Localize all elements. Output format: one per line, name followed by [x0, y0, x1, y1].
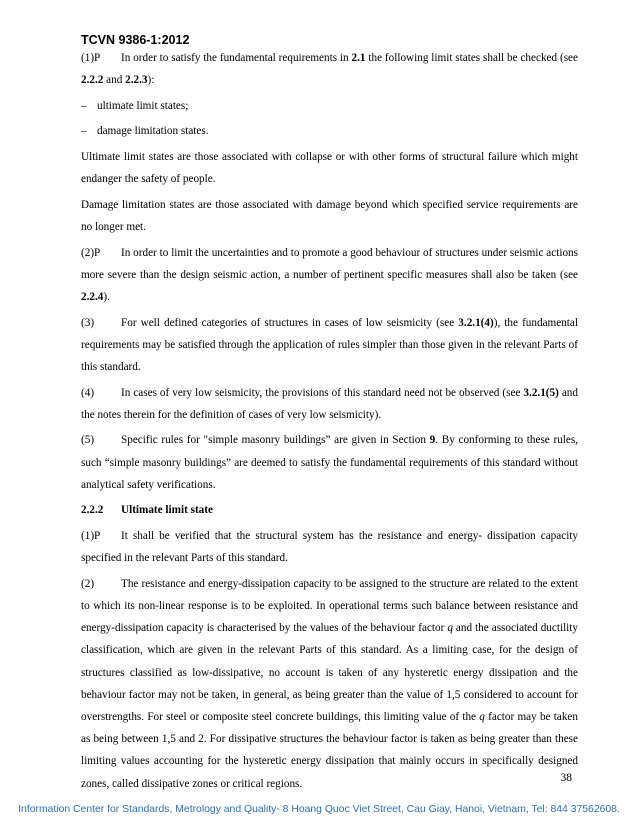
- list-item-ultimate: – ultimate limit states;: [81, 95, 578, 117]
- document-body: [81, 47, 578, 798]
- paragraph-damage-definition: Damage limitation states are those associated with damage beyond which specified service requirements are no longer met.: [81, 198, 578, 233]
- symbol-q: q: [479, 710, 485, 723]
- paragraph-ultimate-definition: Ultimate limit states are those associated with collapse or with other forms of structural failure which might endanger the safety of people.: [81, 150, 578, 186]
- clause-number: (2)P: [81, 246, 101, 259]
- footer-contact: Information Center for Standards, Metrology and Quality- 8 Hoang Quoc Viet Street, Cau Giay, Hanoi, Vietnam, Tel: 844 37562608.: [18, 804, 620, 815]
- paragraph-221-4: (4) In cases of very low seismicity, the provisions of this standard need not be observed (see 3.2.1(5) and the notes therein for the definition of cases of very low seismicity).: [81, 382, 578, 426]
- clause-number: (3): [81, 316, 95, 329]
- section-heading-222: [81, 499, 578, 521]
- paragraph-222-2: (2) The resistance and energy-dissipation capacity to be assigned to the structure are related to the extent to which its non-linear response is to be exploited. In operational terms such balance between resistance and energy-dissipation capacity is characterised by the values of the behaviour factor q and the associated ductility classification, which are given in the relevant Parts of this standard. As a limiting case, for the design of structures classified as low-dissipative, no account is taken of any hysteretic energy dissipation and the behaviour factor may not be taken, in general, as being greater than the value of 1,5 considered to account for overstrengths. For steel or composite steel concrete buildings, this limiting value of the q factor may be taken as being between 1,5 and 2. For dissipative structures the behaviour factor is taken as being greater than these limiting values accounting for the hysteretic energy dissipation that mainly occurs in specifically designed zones, called dissipative zones or critical regions.: [81, 573, 578, 795]
- clause-number: (2): [81, 577, 95, 590]
- clause-number: (1)P: [81, 52, 101, 64]
- cross-reference: 2.2.2: [81, 74, 104, 87]
- cross-reference: 2.2.3: [125, 74, 148, 87]
- section-number: 2.2.2: [81, 504, 104, 517]
- cross-reference: 2.2.4: [81, 290, 104, 303]
- page-number: 38: [560, 772, 572, 784]
- list-dash: –: [81, 99, 87, 112]
- section-title: Ultimate limit state: [121, 504, 213, 517]
- list-dash: –: [81, 125, 87, 138]
- paragraph-221-1p: (1)P In order to satisfy the fundamental requirements in 2.1 the following limit states shall be checked (see 2.2.2 and 2.2.3):: [81, 47, 578, 91]
- symbol-q: q: [447, 622, 453, 635]
- cross-reference: 2.1: [351, 52, 366, 64]
- paragraph-221-5: (5) Specific rules for "simple masonry buildings” are given in Section 9. By conforming to these rules, such “simple masonry buildings” are deemed to satisfy the fundamental requirements of this standard without analytical safety verifications.: [81, 429, 578, 496]
- clause-number: (5): [81, 434, 95, 447]
- cross-reference: 3.2.1(4): [458, 316, 494, 329]
- cross-reference: 9: [429, 434, 436, 447]
- clause-number: (4): [81, 386, 95, 399]
- clause-number: (1)P: [81, 529, 101, 542]
- paragraph-221-3: (3) For well defined categories of structures in cases of low seismicity (see 3.2.1(4)), the fundamental requirements may be satisfied through the application of rules simpler than those given in the relevant Parts of this standard.: [81, 312, 578, 379]
- paragraph-222-1p: (1)P It shall be verified that the structural system has the resistance and energy- dissipation capacity specified in the relevant Parts of this standard.: [81, 525, 578, 569]
- cross-reference: 3.2.1(5): [523, 386, 559, 399]
- paragraph-221-2p: (2)P In order to limit the uncertainties and to promote a good behaviour of structures under seismic actions more severe than the design seismic action, a number of pertinent specific measures shall also be taken (see 2.2.4).: [81, 242, 578, 309]
- standard-header: TCVN 9386-1:2012: [81, 33, 190, 47]
- list-item-damage: – damage limitation states.: [81, 120, 578, 142]
